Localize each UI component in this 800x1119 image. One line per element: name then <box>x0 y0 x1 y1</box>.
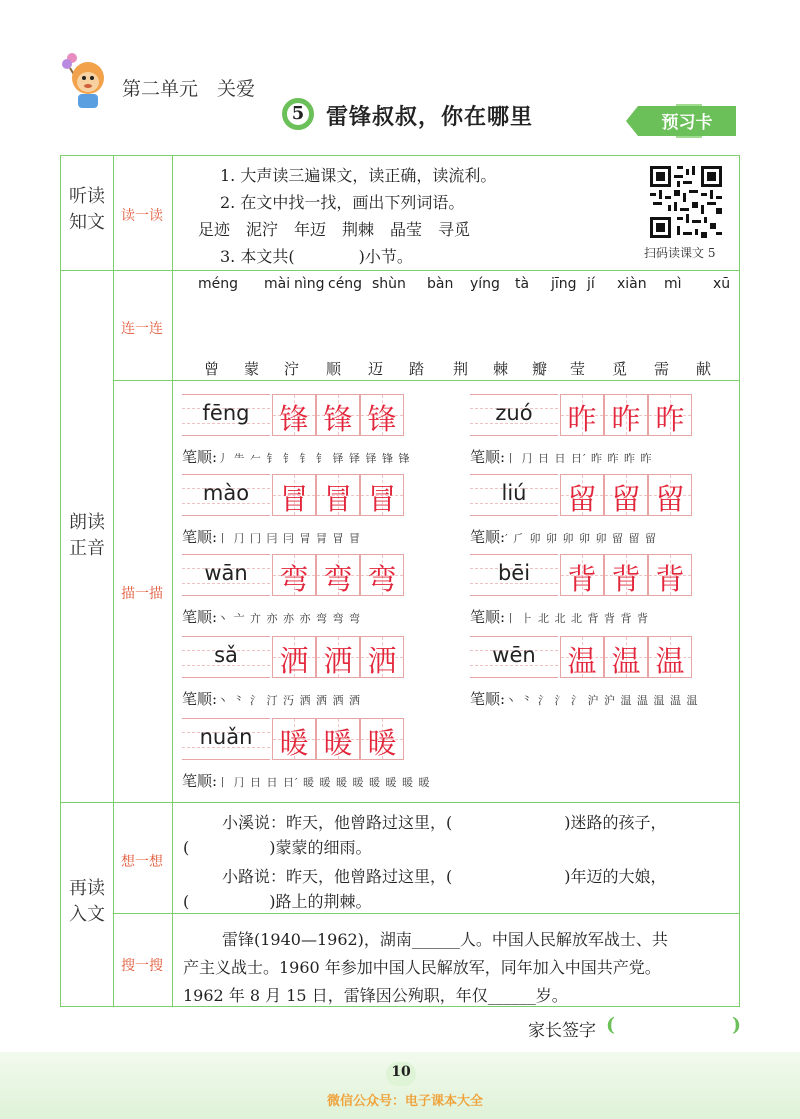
trace-item <box>470 636 694 678</box>
trace-character: 弯 <box>279 562 309 596</box>
stroke-sequence: 丶 ⺀ 氵 汀 汅 洒 洒 洒 洒 <box>217 694 362 707</box>
sub-label-trace: 描一描 <box>121 586 163 602</box>
search-line: 雷锋(1940—1962)，湖南______人。中国人民解放军战士、共 <box>222 930 668 949</box>
signature-paren-open: ( <box>606 1014 615 1036</box>
think-line: 小路说：昨天，他曾路过这里，( )年迈的大娘， <box>222 867 667 886</box>
trace-pinyin: fēng <box>202 401 250 425</box>
instruction-line: 2. 在文中找一找，画出下列词语。 <box>220 193 465 212</box>
stroke-sequence: 丶 ⺀ 氵 氵 氵 沪 沪 温 温 温 温 温 <box>505 694 699 707</box>
stroke-sequence: 丨 ⺆ 日 日 日′ 暖 暖 暖 暖 暖 暖 暖 暖 <box>217 776 431 789</box>
match-pinyin-row <box>190 276 731 296</box>
lesson-title: 雷锋叔叔，你在哪里 <box>326 104 534 130</box>
match-char-item[interactable]: 顺 <box>326 360 342 378</box>
trace-character: 冒 <box>323 482 353 516</box>
pinyin-cell <box>470 394 558 436</box>
trace-character: 留 <box>655 482 685 516</box>
stroke-order <box>182 526 361 547</box>
stroke-order <box>470 688 699 709</box>
parent-signature-label: 家长签字 <box>528 1021 596 1041</box>
trace-character: 昨 <box>655 402 685 436</box>
tian-grid-cell[interactable] <box>648 474 692 516</box>
match-char-item[interactable]: 需 <box>654 360 670 378</box>
tian-grid-cell[interactable] <box>604 394 648 436</box>
think-line: ( )路上的荆棘。 <box>183 892 372 911</box>
think-line: 小溪说：昨天，他曾路过这里，( )迷路的孩子， <box>222 813 667 832</box>
match-pinyin-item[interactable]: xū <box>713 276 731 292</box>
stroke-order <box>182 770 431 791</box>
match-pinyin-item[interactable]: shùn <box>372 276 406 292</box>
qr-code-icon[interactable] <box>650 166 722 238</box>
match-pinyin-item[interactable]: xiàn <box>617 276 647 292</box>
trace-item <box>182 474 406 516</box>
trace-pinyin: wān <box>204 561 248 585</box>
signature-paren-close: ) <box>732 1014 741 1036</box>
match-pinyin-item[interactable]: bàn <box>427 276 454 292</box>
match-char-item[interactable]: 蒙 <box>244 360 260 378</box>
stroke-order <box>182 606 361 627</box>
trace-item <box>182 394 406 436</box>
tian-grid-cell[interactable] <box>560 474 604 516</box>
tian-grid-cell[interactable] <box>272 554 316 596</box>
pinyin-cell <box>182 718 270 760</box>
divider <box>60 270 740 271</box>
stroke-sequence: 丨 ⺊ 北 北 北 背 背 背 背 <box>505 612 650 625</box>
trace-character: 洒 <box>279 644 309 678</box>
footer-note: 微信公众号：电子课本大全 <box>326 1094 483 1109</box>
tian-grid-cell[interactable] <box>272 394 316 436</box>
trace-character: 昨 <box>567 402 597 436</box>
trace-character: 暖 <box>367 726 397 760</box>
match-char-item[interactable]: 献 <box>696 360 712 378</box>
match-char-item[interactable]: 觅 <box>612 360 628 378</box>
trace-character: 暖 <box>279 726 309 760</box>
trace-character: 洒 <box>323 644 353 678</box>
tian-grid-cell[interactable] <box>648 636 692 678</box>
section-label-listen-read: 听读 知文 <box>69 186 105 233</box>
match-char-item[interactable]: 棘 <box>493 360 509 378</box>
match-char-item[interactable]: 泞 <box>284 360 300 378</box>
trace-character: 锋 <box>323 402 353 436</box>
page-number: 10 <box>391 1064 411 1080</box>
trace-character: 背 <box>611 562 641 596</box>
stroke-order-label: 笔顺: <box>182 690 218 708</box>
match-pinyin-item[interactable]: tà <box>515 276 530 292</box>
trace-pinyin: nuǎn <box>199 725 253 749</box>
trace-character: 温 <box>567 644 597 678</box>
trace-pinyin: wēn <box>492 643 536 667</box>
tian-grid-cell[interactable] <box>316 554 360 596</box>
stroke-order-label: 笔顺: <box>182 772 218 790</box>
trace-item <box>470 394 694 436</box>
stroke-sequence: 丿 ⺧ 𠂉 钅 钅 钅 钅 铎 铎 铎 锋 锋 <box>217 452 411 465</box>
trace-character: 留 <box>567 482 597 516</box>
tian-grid-cell[interactable] <box>360 636 404 678</box>
trace-character: 背 <box>655 562 685 596</box>
trace-character: 温 <box>611 644 641 678</box>
match-char-item[interactable]: 莹 <box>570 360 586 378</box>
match-char-item[interactable]: 荆 <box>453 360 469 378</box>
stroke-order <box>470 526 657 547</box>
search-line: 1962 年 8 月 15 日，雷锋因公殉职，年仅______岁。 <box>183 986 568 1005</box>
trace-item <box>182 636 406 678</box>
sub-label-match: 连一连 <box>121 321 163 337</box>
trace-item <box>182 554 406 596</box>
tian-grid-cell[interactable] <box>648 394 692 436</box>
tian-grid-cell[interactable] <box>272 636 316 678</box>
trace-item <box>182 718 406 760</box>
tian-grid-cell[interactable] <box>360 474 404 516</box>
pinyin-cell <box>182 394 270 436</box>
pinyin-cell <box>470 636 558 678</box>
tian-grid-cell[interactable] <box>604 474 648 516</box>
tian-grid-cell[interactable] <box>272 718 316 760</box>
tian-grid-cell[interactable] <box>604 636 648 678</box>
trace-character: 昨 <box>611 402 641 436</box>
trace-character: 锋 <box>367 402 397 436</box>
stroke-order-label: 笔顺: <box>470 528 506 546</box>
divider <box>113 380 740 381</box>
section-label-read-pronounce: 朗读 正音 <box>69 512 105 559</box>
stroke-order <box>470 446 653 467</box>
stroke-order-label: 笔顺: <box>182 448 218 466</box>
divider <box>113 913 740 914</box>
pinyin-cell <box>182 636 270 678</box>
tian-grid-cell[interactable] <box>560 394 604 436</box>
stroke-order-label: 笔顺: <box>182 608 218 626</box>
cartoon-mascot-icon <box>56 48 112 110</box>
pinyin-cell <box>182 554 270 596</box>
word-list: 足迹 泥泞 年迈 荆棘 晶莹 寻觅 <box>198 220 471 239</box>
pinyin-cell <box>470 554 558 596</box>
stroke-order-label: 笔顺: <box>470 690 506 708</box>
stroke-order <box>182 688 361 709</box>
think-line: ( )蒙蒙的细雨。 <box>183 838 372 857</box>
trace-character: 冒 <box>367 482 397 516</box>
match-char-item[interactable]: 踏 <box>409 360 425 378</box>
section-label-reread: 再读 入文 <box>69 878 105 925</box>
match-pinyin-item[interactable]: mài <box>264 276 291 292</box>
trace-item <box>470 474 694 516</box>
tian-grid-cell[interactable] <box>360 554 404 596</box>
trace-pinyin: bēi <box>497 561 531 585</box>
match-pinyin-item[interactable]: mì <box>664 276 682 292</box>
trace-pinyin: mào <box>202 481 250 505</box>
stroke-sequence: 丨 ⺆ 日 日 日′ 昨 昨 昨 昨 <box>505 452 653 465</box>
divider <box>172 155 173 1007</box>
trace-character: 暖 <box>323 726 353 760</box>
match-char-row <box>190 358 720 380</box>
pinyin-cell <box>470 474 558 516</box>
pinyin-cell <box>182 474 270 516</box>
tian-grid-cell[interactable] <box>316 718 360 760</box>
stroke-sequence: 丨 ⺆ 冂 冃 冃 冐 冐 冒 冒 <box>217 532 362 545</box>
tian-grid-cell[interactable] <box>560 554 604 596</box>
trace-character: 温 <box>655 644 685 678</box>
sub-label-think: 想一想 <box>121 854 163 870</box>
stroke-sequence: 丶 亠 亣 亦 亦 亦 弯 弯 弯 <box>217 612 362 625</box>
tian-grid-cell[interactable] <box>604 554 648 596</box>
match-pinyin-item[interactable]: nìng <box>294 276 325 292</box>
tian-grid-cell[interactable] <box>316 394 360 436</box>
trace-character: 锋 <box>279 402 309 436</box>
match-pinyin-item[interactable]: céng <box>328 276 363 292</box>
search-line: 产主义战士。1960 年参加中国人民解放军，同年加入中国共产党。 <box>183 958 661 977</box>
stroke-order-label: 笔顺: <box>182 528 218 546</box>
lesson-number-badge: 5 <box>282 98 314 130</box>
tian-grid-cell[interactable] <box>360 718 404 760</box>
trace-character: 洒 <box>367 644 397 678</box>
stroke-order-label: 笔顺: <box>470 608 506 626</box>
tian-grid-cell[interactable] <box>316 474 360 516</box>
preview-card-badge: 预习卡 <box>661 113 713 133</box>
match-pinyin-item[interactable]: jīng <box>551 276 577 292</box>
tian-grid-cell[interactable] <box>272 474 316 516</box>
stroke-order <box>470 606 649 627</box>
stroke-order-label: 笔顺: <box>470 448 506 466</box>
trace-character: 留 <box>611 482 641 516</box>
instruction-line: 1. 大声读三遍课文，读正确，读流利。 <box>220 166 497 185</box>
trace-pinyin: zuó <box>495 401 533 425</box>
trace-pinyin: sǎ <box>214 643 238 667</box>
trace-pinyin: liú <box>501 481 527 505</box>
trace-character: 弯 <box>367 562 397 596</box>
match-char-item[interactable]: 曾 <box>204 360 220 378</box>
trace-item <box>470 554 694 596</box>
trace-character: 冒 <box>279 482 309 516</box>
instruction-line: 3. 本文共( )小节。 <box>220 247 413 266</box>
stroke-sequence: ′ ⺁ 卯 卯 卯 卯 卯 留 留 留 <box>505 532 658 545</box>
match-char-item[interactable]: 瓣 <box>532 360 548 378</box>
tian-grid-cell[interactable] <box>560 636 604 678</box>
match-pinyin-item[interactable]: jí <box>587 276 595 292</box>
divider <box>60 802 740 803</box>
sub-label-read: 读一读 <box>121 208 163 224</box>
stroke-order <box>182 446 411 467</box>
match-pinyin-item[interactable]: yíng <box>470 276 500 292</box>
match-char-item[interactable]: 迈 <box>368 360 384 378</box>
trace-character: 弯 <box>323 562 353 596</box>
sub-label-search: 搜一搜 <box>121 958 163 974</box>
qr-caption: 扫码读课文 5 <box>644 246 716 260</box>
unit-label: 第二单元 关爱 <box>122 78 256 100</box>
trace-character: 背 <box>567 562 597 596</box>
tian-grid-cell[interactable] <box>316 636 360 678</box>
match-pinyin-item[interactable]: méng <box>198 276 239 292</box>
tian-grid-cell[interactable] <box>360 394 404 436</box>
tian-grid-cell[interactable] <box>648 554 692 596</box>
